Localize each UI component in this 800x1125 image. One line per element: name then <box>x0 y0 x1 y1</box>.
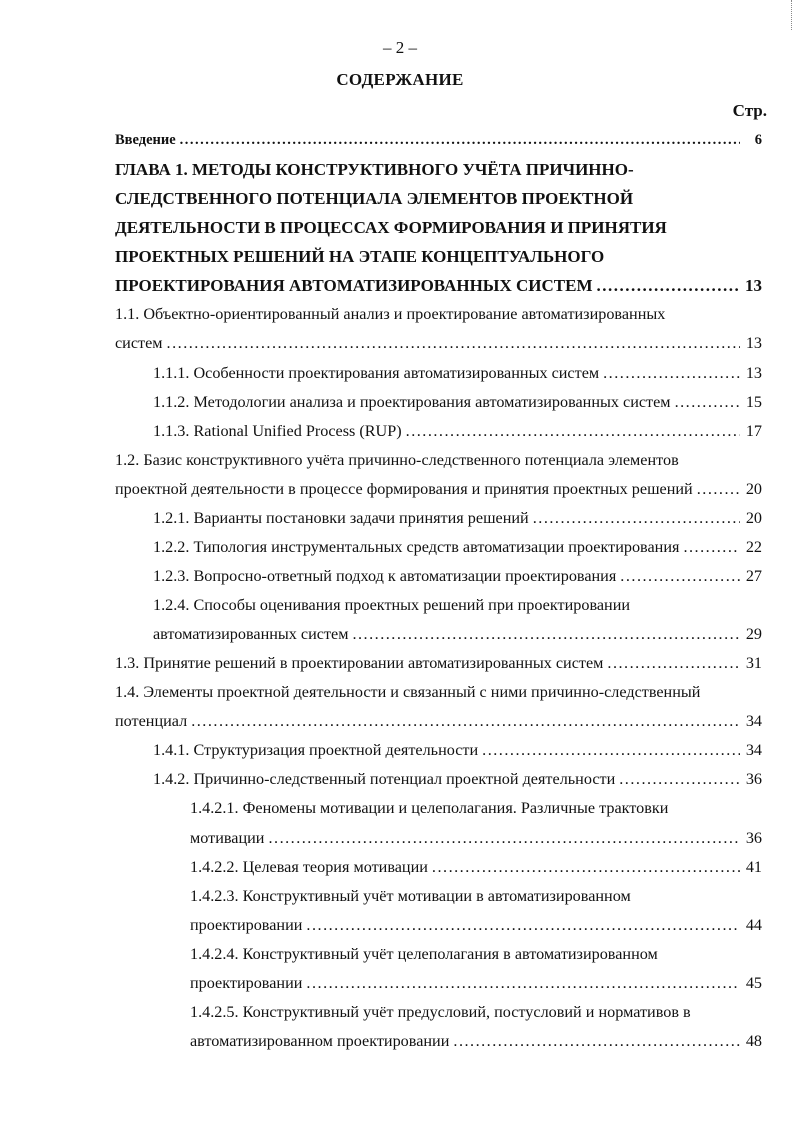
toc-entry-text: 1.4.2.2. Целевая теория мотивации <box>190 857 428 876</box>
toc-entry-line <box>0 853 800 882</box>
dot-leader <box>167 329 740 358</box>
toc-page-number: 44 <box>745 915 762 934</box>
toc-entry-text: СЛЕДСТВЕННОГО ПОТЕНЦИАЛА ЭЛЕМЕНТОВ ПРОЕКТНОЙ <box>115 189 634 209</box>
toc-entry-line <box>0 940 800 969</box>
dot-leader <box>180 126 740 155</box>
page-title: СОДЕРЖАНИЕ <box>336 70 464 89</box>
toc-entry-text: 1.2.3. Вопросно-ответный подход к автоматизации проектирования <box>153 566 617 585</box>
toc-entry-line <box>0 388 800 417</box>
toc-entry-line <box>0 359 800 388</box>
toc-entry-text: 1.1.2. Методологии анализа и проектирования автоматизированных систем <box>153 392 671 411</box>
toc-entry-text: 1.4.1. Структуризация проектной деятельности <box>153 741 479 760</box>
toc-entry-line <box>0 504 800 533</box>
toc-entry-line <box>0 620 800 649</box>
dot-leader <box>603 359 740 388</box>
toc-entry-line <box>0 213 800 242</box>
toc-page-number: 34 <box>745 712 762 731</box>
toc-entry-line <box>0 824 800 853</box>
dot-leader <box>697 475 740 504</box>
toc-entry-text: потенциал <box>115 712 188 731</box>
toc-page-number: 31 <box>745 654 762 673</box>
toc-entry-text: автоматизированных систем <box>153 625 349 644</box>
toc-page-number: 20 <box>745 479 762 498</box>
toc-page-number: 13 <box>745 363 762 382</box>
toc-entry-text: 1.4.2.1. Феномены мотивации и целеполагания. Различные трактовки <box>190 799 669 818</box>
toc-entry-text: мотивации <box>190 828 265 847</box>
dot-leader <box>432 853 740 882</box>
dot-leader <box>268 824 739 853</box>
toc-entry-line <box>0 271 800 300</box>
dot-leader <box>191 707 740 736</box>
toc-entry-line <box>0 184 800 213</box>
toc-entry-text: автоматизированном проектировании <box>190 1031 450 1050</box>
toc-entry-line <box>0 707 800 736</box>
toc-entry-text: ПРОЕКТНЫХ РЕШЕНИЙ НА ЭТАПЕ КОНЦЕПТУАЛЬНОГО <box>115 247 605 267</box>
dot-leader <box>620 562 740 591</box>
toc-entry-text: 1.2. Базис конструктивного учёта причинно-следственного потенциала элементов <box>115 450 679 469</box>
toc-entry-text: 1.4. Элементы проектной деятельности и связанный с ними причинно-следственный <box>115 683 701 702</box>
toc-page-number: 27 <box>745 566 762 585</box>
toc-entry-text: проектировании <box>190 973 303 992</box>
dot-leader <box>306 911 739 940</box>
toc-entry-line <box>0 736 800 765</box>
toc-entry-line <box>0 126 800 155</box>
dot-leader <box>453 1027 739 1056</box>
page-column-label: Стр. <box>732 101 767 120</box>
toc-entry-line <box>0 911 800 940</box>
toc-entry-text: ПРОЕКТИРОВАНИЯ АВТОМАТИЗИРОВАННЫХ СИСТЕМ <box>115 276 593 296</box>
toc-entry-text: 1.2.2. Типология инструментальных средств автоматизации проектирования <box>153 537 680 556</box>
toc-entry-line <box>0 475 800 504</box>
toc-entry-text: 1.1.3. Rational Unified Process (RUP) <box>153 421 402 440</box>
table-of-contents <box>0 126 800 1056</box>
toc-entry-text: 1.4.2.4. Конструктивный учёт целеполагания в автоматизированном <box>190 944 658 963</box>
toc-page-number: 48 <box>745 1031 762 1050</box>
toc-entry-text: ДЕЯТЕЛЬНОСТИ В ПРОЦЕССАХ ФОРМИРОВАНИЯ И ПРИНЯТИЯ <box>115 218 667 238</box>
toc-entry-text: систем <box>115 334 163 353</box>
toc-entry-line <box>0 1027 800 1056</box>
toc-entry-line <box>0 649 800 678</box>
toc-entry-text: 1.4.2.5. Конструктивный учёт предусловий, постусловий и нормативов в <box>190 1002 691 1021</box>
toc-page-number: 36 <box>745 770 762 789</box>
toc-page-number: 36 <box>745 828 762 847</box>
toc-entry-line <box>0 794 800 823</box>
toc-page-number: 20 <box>745 508 762 527</box>
toc-entry-text: 1.2.4. Способы оценивания проектных решений при проектировании <box>153 596 631 614</box>
dot-leader <box>482 736 740 765</box>
toc-entry-line <box>0 329 800 358</box>
dot-leader <box>607 649 739 678</box>
page-number: – 2 – <box>383 38 417 57</box>
toc-entry-line <box>0 591 800 620</box>
toc-page-number: 41 <box>745 857 762 876</box>
dot-leader <box>406 417 740 446</box>
dot-leader <box>352 620 739 649</box>
toc-page-number: 13 <box>745 334 762 353</box>
toc-entry-line <box>0 155 800 184</box>
toc-entry-text: 1.4.2.3. Конструктивный учёт мотивации в автоматизированном <box>190 886 631 905</box>
toc-entry-line <box>0 998 800 1027</box>
toc-entry-line <box>0 969 800 998</box>
toc-page-number: 45 <box>745 973 762 992</box>
toc-entry-line <box>0 533 800 562</box>
toc-entry-line <box>0 882 800 911</box>
toc-entry-text: проектировании <box>190 915 303 934</box>
toc-entry-text: проектной деятельности в процессе формирования и принятия проектных решений <box>115 479 693 498</box>
toc-entry-text: 1.4.2. Причинно-следственный потенциал проектной деятельности <box>153 770 616 789</box>
dot-leader <box>619 765 740 794</box>
toc-entry-text: 1.2.1. Варианты постановки задачи принятия решений <box>153 508 529 527</box>
toc-entry-text: ГЛАВА 1. МЕТОДЫ КОНСТРУКТИВНОГО УЧЁТА ПРИЧИННО- <box>115 160 634 180</box>
toc-entry-text: Введение <box>115 132 176 148</box>
toc-entry-text: 1.3. Принятие решений в проектировании автоматизированных систем <box>115 654 604 673</box>
toc-entry-line <box>0 300 800 329</box>
toc-page-number: 17 <box>745 421 762 440</box>
toc-page-number: 22 <box>745 537 762 556</box>
scan-margin-mark <box>789 0 792 30</box>
toc-page-number: 34 <box>745 741 762 760</box>
toc-page-number: 15 <box>745 392 762 411</box>
toc-entry-text: 1.1.1. Особенности проектирования автоматизированных систем <box>153 363 600 382</box>
toc-entry-line <box>0 446 800 475</box>
dot-leader <box>597 271 739 300</box>
dot-leader <box>306 969 739 998</box>
toc-entry-line <box>0 417 800 446</box>
dot-leader <box>675 388 740 417</box>
toc-entry-line <box>0 765 800 794</box>
toc-page-number: 6 <box>754 132 762 148</box>
toc-entry-line <box>0 562 800 591</box>
dot-leader <box>683 533 739 562</box>
toc-entry-line <box>0 242 800 271</box>
toc-entry-line <box>0 678 800 707</box>
toc-entry-text: 1.1. Объектно-ориентированный анализ и проектирование автоматизированных <box>115 305 666 324</box>
dot-leader <box>533 504 740 533</box>
toc-page-number: 29 <box>745 625 762 644</box>
toc-page-number: 13 <box>745 276 762 296</box>
